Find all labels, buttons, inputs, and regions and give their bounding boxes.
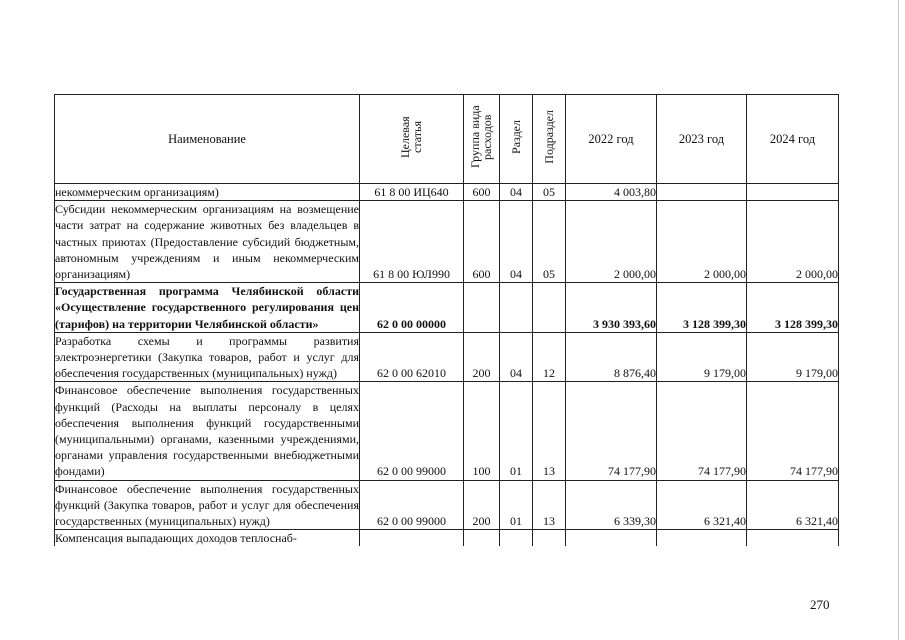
table-row	[55, 332, 839, 382]
row-name: Государственная программа Челябинской области «Осуществление государственного регулирования цен (тарифов) на территории Челябинской области»	[55, 284, 359, 331]
row-subsection: 12	[533, 332, 566, 382]
header-article: Целевая статья	[360, 95, 464, 184]
row-name: Финансовое обеспечение выполнения государственных функций (Расходы на выплаты персоналу в целях обеспечения выполнения функций государственными (муниципальными) органами, казенными учреждениями, органами управления государственными внебюджетными фондами)	[55, 383, 359, 479]
row-name: Разработка схемы и программы развития электроэнергетики (Закупка товаров, работ и услуг для обеспечения государственных (муниципальных) нужд)	[55, 333, 359, 381]
row-article: 62 0 00 99000	[360, 382, 464, 480]
row-2022: 74 177,90	[566, 382, 657, 480]
row-section	[500, 530, 533, 547]
row-name: Финансовое обеспечение выполнения государственных функций (Закупка товаров, работ и услуг для обеспечения государственных (муниципальных) нужд)	[55, 481, 359, 529]
row-2024: 9 179,00	[747, 332, 839, 382]
row-section: 04	[500, 332, 533, 382]
row-2023	[657, 530, 747, 547]
table-row	[55, 201, 839, 283]
header-expense-group: Группа вида расходов	[464, 95, 500, 184]
page-edge	[898, 0, 899, 640]
row-subsection: 13	[533, 382, 566, 480]
header-2024: 2024 год	[747, 95, 839, 184]
row-2022	[566, 530, 657, 547]
row-group: 200	[464, 480, 500, 530]
row-2023: 3 128 399,30	[657, 283, 747, 333]
row-name: Субсидии некоммерческим организациям на возмещение части затрат на содержание животных без владельцев в частных приютах (Предоставление субсидий бюджетным, автономным учреждениям и иным некоммерческим организациям)	[55, 202, 359, 282]
row-section: 04	[500, 201, 533, 283]
table-row	[55, 530, 839, 547]
budget-table	[54, 94, 839, 546]
row-group	[464, 283, 500, 333]
header-2022: 2022 год	[566, 95, 657, 184]
row-article	[360, 530, 464, 547]
row-2024: 74 177,90	[747, 382, 839, 480]
row-subsection: 05	[533, 201, 566, 283]
header-section: Раздел	[500, 95, 533, 184]
table-row	[55, 480, 839, 530]
row-2023: 2 000,00	[657, 201, 747, 283]
row-subsection	[533, 283, 566, 333]
row-section: 04	[500, 184, 533, 201]
row-group: 600	[464, 184, 500, 201]
row-2023: 74 177,90	[657, 382, 747, 480]
row-subsection: 05	[533, 184, 566, 201]
row-article: 62 0 00 62010	[360, 332, 464, 382]
row-2024: 6 321,40	[747, 480, 839, 530]
header-row	[55, 95, 839, 184]
row-group	[464, 530, 500, 547]
row-2024	[747, 530, 839, 547]
header-2023: 2023 год	[657, 95, 747, 184]
header-subsection: Подраздел	[533, 95, 566, 184]
row-group: 200	[464, 332, 500, 382]
row-subsection: 13	[533, 480, 566, 530]
header-name: Наименование	[55, 95, 360, 184]
row-name: Компенсация выпадающих доходов теплоснаб-	[55, 530, 360, 547]
row-2024	[747, 184, 839, 201]
row-article: 62 0 00 00000	[360, 283, 464, 333]
row-article: 61 8 00 ЮЛ990	[360, 201, 464, 283]
row-2023: 6 321,40	[657, 480, 747, 530]
table-row	[55, 184, 839, 201]
row-article: 62 0 00 99000	[360, 480, 464, 530]
row-2022: 3 930 393,60	[566, 283, 657, 333]
row-group: 600	[464, 201, 500, 283]
row-group: 100	[464, 382, 500, 480]
row-2022: 2 000,00	[566, 201, 657, 283]
row-2023	[657, 184, 747, 201]
row-2024: 3 128 399,30	[747, 283, 839, 333]
row-2023: 9 179,00	[657, 332, 747, 382]
row-article: 61 8 00 ИЦ640	[360, 184, 464, 201]
row-2022: 8 876,40	[566, 332, 657, 382]
row-subsection	[533, 530, 566, 547]
row-2022: 4 003,80	[566, 184, 657, 201]
table-row	[55, 382, 839, 480]
page-number: 270	[810, 597, 830, 612]
row-section: 01	[500, 480, 533, 530]
row-2024: 2 000,00	[747, 201, 839, 283]
row-name: некоммерческим организациям)	[55, 184, 360, 201]
row-2022: 6 339,30	[566, 480, 657, 530]
table-row	[55, 283, 839, 333]
row-section: 01	[500, 382, 533, 480]
row-section	[500, 283, 533, 333]
